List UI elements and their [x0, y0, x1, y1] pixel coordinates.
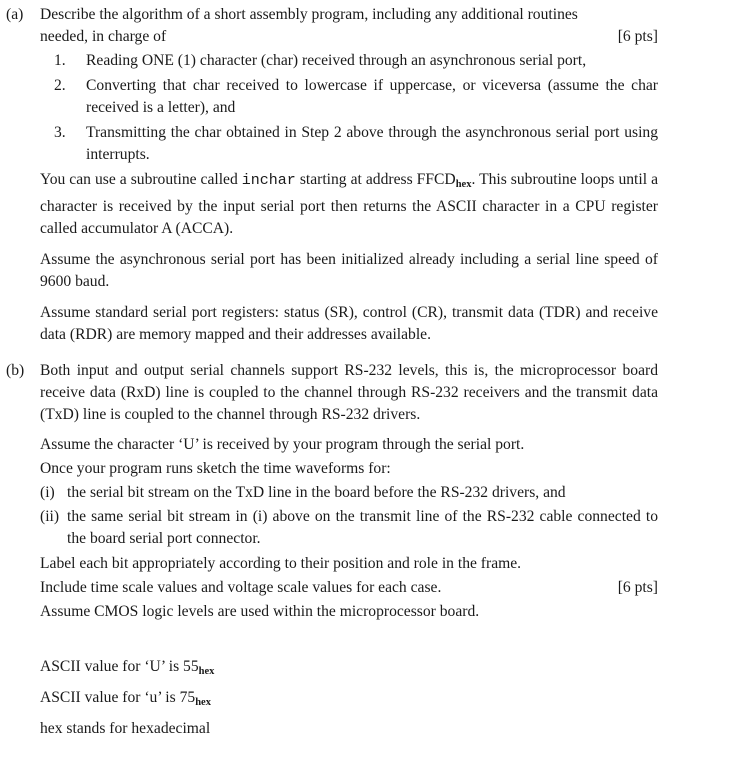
- waveform-item-text: the serial bit stream on the TxD line in the board before the RS-232 drivers, and: [67, 484, 566, 501]
- ascii-note-lowercase: [40, 687, 211, 714]
- inchar-mid: starting at address FFCD: [295, 171, 456, 188]
- sketch-line: Once your program runs sketch the time waveforms for:: [40, 460, 391, 477]
- waveform-item-text: the same serial bit stream in (i) above on the transmit line of the RS-232 cable connected to the board serial port connector.: [67, 508, 658, 547]
- question-a-intro-line2: needed, in charge of: [40, 28, 167, 45]
- ascii-note-uppercase-subscript: hex: [198, 666, 215, 677]
- cmos-line: Assume CMOS logic levels are used within the microprocessor board.: [40, 603, 480, 620]
- ascii-note-uppercase: [40, 656, 214, 683]
- question-a: [6, 4, 658, 346]
- question-a-points: [6 pts]: [617, 28, 658, 45]
- waveform-item: [40, 506, 658, 550]
- step-number: 2.: [54, 77, 66, 94]
- inchar-code: inchar: [241, 172, 296, 189]
- step-number: 1.: [54, 52, 66, 69]
- step-text: Converting that char received to lowercase if uppercase, or viceversa (assume the char received is a letter), and: [86, 77, 658, 116]
- label-bits-line: Label each bit appropriately according to their position and role in the frame.: [40, 555, 522, 572]
- hex-note: hex stands for hexadecimal: [40, 720, 211, 737]
- inchar-post: . This subroutine loops until a character is received by the input serial port then returns the ASCII character in a CPU register called accumulator A (ACCA).: [40, 171, 658, 237]
- rs232-paragraph: Both input and output serial channels support RS-232 levels, this is, the microprocessor board receive data (RxD) line is coupled to the channel through RS-232 receivers and the transmit data (TxD) line is coupled to the channel through RS-232 drivers.: [40, 362, 658, 423]
- step-text: Transmitting the char obtained in Step 2 above through the asynchronous serial port using interrupts.: [86, 124, 658, 163]
- inchar-hex-subscript: hex: [455, 179, 472, 190]
- waveform-item: [40, 482, 658, 504]
- inchar-paragraph: [40, 169, 658, 240]
- waveform-item-number: (ii): [40, 508, 60, 525]
- question-a-steps: [40, 50, 658, 166]
- step-number: 3.: [54, 124, 66, 141]
- inchar-pre: You can use a subroutine called: [40, 171, 242, 188]
- question-a-intro-line1: Describe the algorithm of a short assembly program, including any additional routines: [40, 6, 578, 23]
- step-text: Reading ONE (1) character (char) received through an asynchronous serial port,: [86, 52, 587, 69]
- character-u-line: Assume the character ‘U’ is received by your program through the serial port.: [40, 436, 525, 453]
- question-b: [6, 360, 658, 623]
- ascii-note-lowercase-subscript: hex: [195, 697, 211, 708]
- baud-paragraph: Assume the asynchronous serial port has been initialized already including a serial line speed of 9600 baud.: [40, 251, 658, 290]
- question-a-label: (a): [6, 6, 24, 23]
- step-item: [54, 50, 658, 72]
- step-item: [54, 122, 658, 166]
- registers-paragraph: Assume standard serial port registers: status (SR), control (CR), transmit data (TDR) and receive data (RDR) are memory mapped and their addresses available.: [40, 304, 658, 343]
- scale-values-line: Include time scale values and voltage scale values for each case.: [40, 579, 442, 596]
- ascii-note-uppercase-text: ASCII value for ‘U’ is 55: [40, 658, 199, 675]
- ascii-note-lowercase-text: ASCII value for ‘u’ is 75: [40, 689, 196, 706]
- question-b-points: [6 pts]: [617, 579, 658, 596]
- waveform-item-number: (i): [40, 484, 55, 501]
- step-item: [54, 75, 658, 119]
- waveform-items: [40, 482, 658, 550]
- question-b-label: (b): [6, 362, 25, 379]
